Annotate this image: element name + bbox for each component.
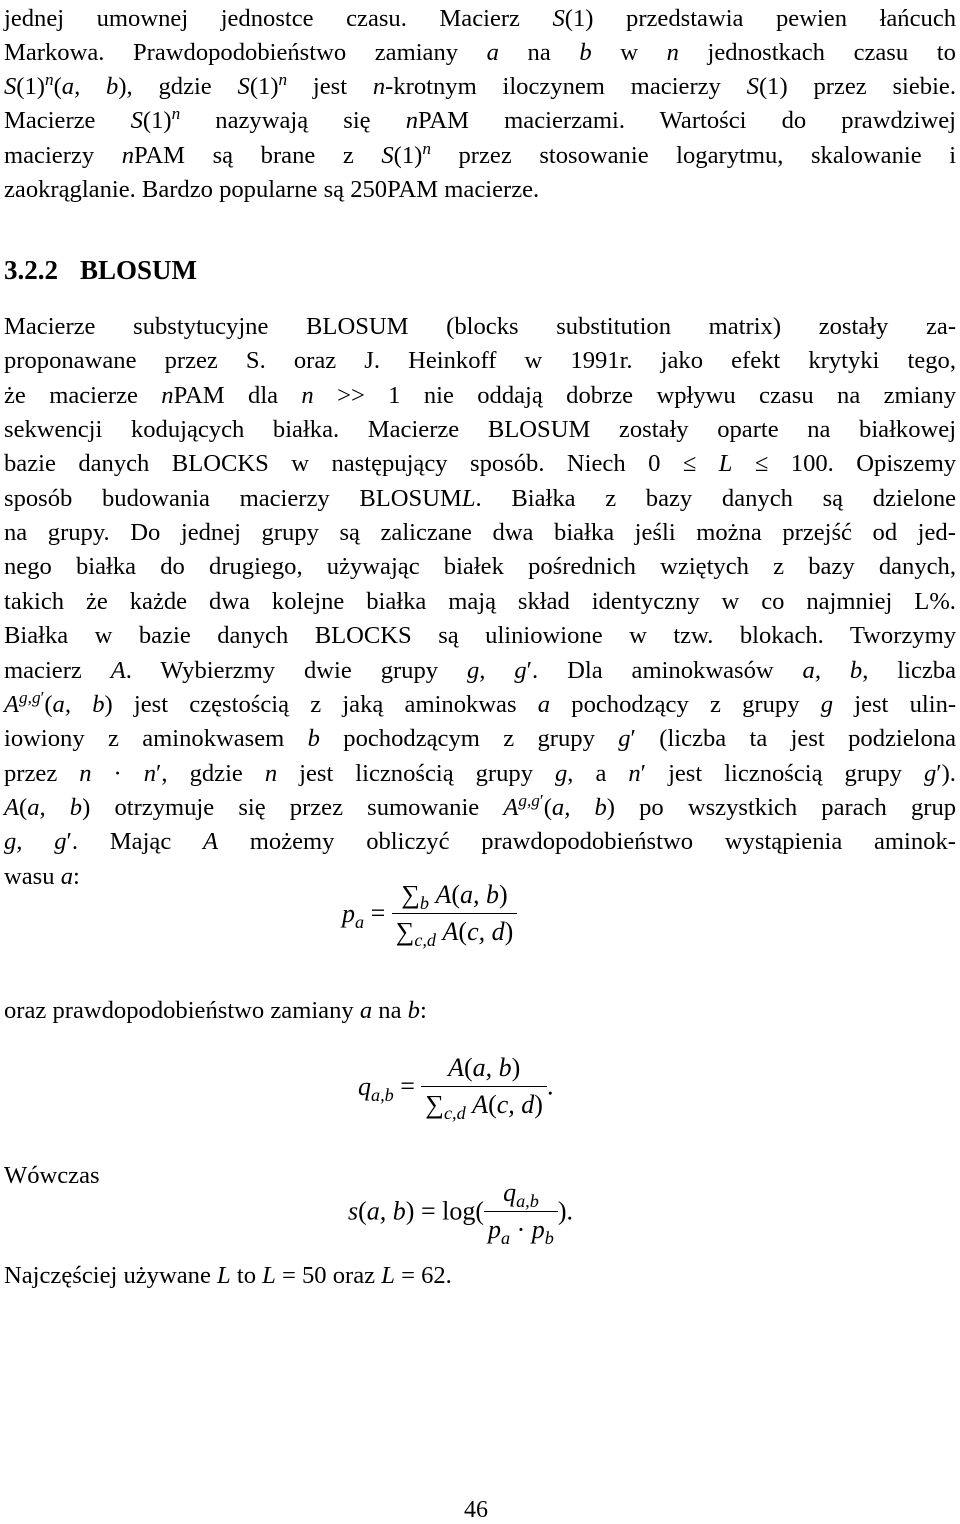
text-line: g, g′. Mając A możemy obliczyć prawdopodobieństwo wystąpienia aminok- xyxy=(4,828,956,855)
text-line: oraz prawdopodobieństwo zamiany a na b: xyxy=(4,997,427,1024)
text-line: przez n · n′, gdzie n jest licznością grupy g, a n′ jest licznością grupy g′). xyxy=(4,760,956,787)
text-line: macierzy nPAM są brane z $S(1)^n$ przez stosowanie logarytmu, skalowanie i xyxy=(4,138,957,169)
text-line: że macierze nPAM dla n >> 1 nie oddają dobrze wpływu czasu na zmiany xyxy=(4,382,956,409)
text-line: bazie danych BLOCKS w następujący sposób. Niech 0 ≤ L ≤ 100. Opiszemy xyxy=(4,450,957,477)
text-line: $A^{g,g'}(a$, b) jest częstością z jaką aminokwas a pochodzący z grupy g jest ulin- xyxy=(4,687,957,718)
text-line: Białka w bazie danych BLOCKS są uliniowione w tzw. blokach. Tworzymy xyxy=(4,622,957,649)
text-line: sekwencji kodujących białka. Macierze BLOSUM zostały oparte na białkowej xyxy=(4,416,957,443)
fraction: $\frac{A(a, b)}{\sum_{c,d} A(c, d)}$ xyxy=(421,1053,547,1120)
section-title: BLOSUM xyxy=(80,255,198,285)
text-line: jednej umownej jednostce czasu. Macierz S(1) przedstawia pewien łańcuch xyxy=(4,5,957,32)
equation-sab: s(a, b) = log( $\frac{q_{a,b}}{p_a \cdot p_b}$ ). xyxy=(348,1178,574,1249)
text-line: macierz A. Wybierzmy dwie grupy g, g′. Dla aminokwasów a, b, liczba xyxy=(4,657,956,684)
text-line: iowiony z aminokwasem b pochodzącym z grupy g′ (liczba ta jest podzielona xyxy=(4,725,956,752)
page-number: 46 xyxy=(464,1497,488,1523)
text-line: zaokrąglanie. Bardzo popularne są 250PAM macierze. xyxy=(4,176,540,203)
fraction: $\frac{\sum_b A(a, b)}{\sum_{c,d} A(c, d)}$ xyxy=(392,880,518,947)
text-line: wasu a: xyxy=(4,863,80,890)
section-heading xyxy=(4,255,197,286)
text-line: Macierze substytucyjne BLOSUM (blocks substitution matrix) zostały za- xyxy=(4,313,957,340)
equation-pa: $p_a$ = $\frac{\sum_b A(a, b)}{\sum_{c,d} A(c, d)}$ xyxy=(342,880,517,947)
text-line: takich że każde dwa kolejne białka mają skład identyczny w co najmniej L%. xyxy=(4,588,956,615)
fraction: $\frac{q_{a,b}}{p_a \cdot p_b}$ xyxy=(484,1178,558,1245)
text-line: Markowa. Prawdopodobieństwo zamiany a na b w n jednostkach czasu to xyxy=(4,39,956,66)
text-line: $S(1)^n(a$, b), gdzie $S(1)^n$ jest n-krotnym iloczynem macierzy S(1) przez siebie. xyxy=(4,69,956,100)
text-line: nego białka do drugiego, używając białek pośrednich wziętych z bazy danych, xyxy=(4,553,956,580)
section-number: 3.2.2 xyxy=(4,255,58,285)
equation-qab: $q_{a,b}$ = $\frac{A(a, b)}{\sum_{c,d} A(c, d)}$ . xyxy=(358,1053,554,1124)
text-line: Wówczas xyxy=(4,1162,100,1189)
text-line: proponawane przez S. oraz J. Heinkoff w 1991r. jako efekt krytyki tego, xyxy=(4,347,956,374)
text-line: Macierze $S(1)^n$ nazywają się nPAM macierzami. Wartości do prawdziwej xyxy=(4,103,957,134)
text-line: na grupy. Do jednej grupy są zaliczane dwa białka jeśli można przejść od jed- xyxy=(4,519,956,546)
text-line: Najczęściej używane L to L = 50 oraz L = 62. xyxy=(4,1262,452,1289)
text-line: A(a, b) otrzymuje się przez sumowanie $A^{g,g'}(a$, b) po wszystkich parach grup xyxy=(4,790,957,821)
text-line: sposób budowania macierzy BLOSUML. Białka z bazy danych są dzielone xyxy=(4,485,957,512)
